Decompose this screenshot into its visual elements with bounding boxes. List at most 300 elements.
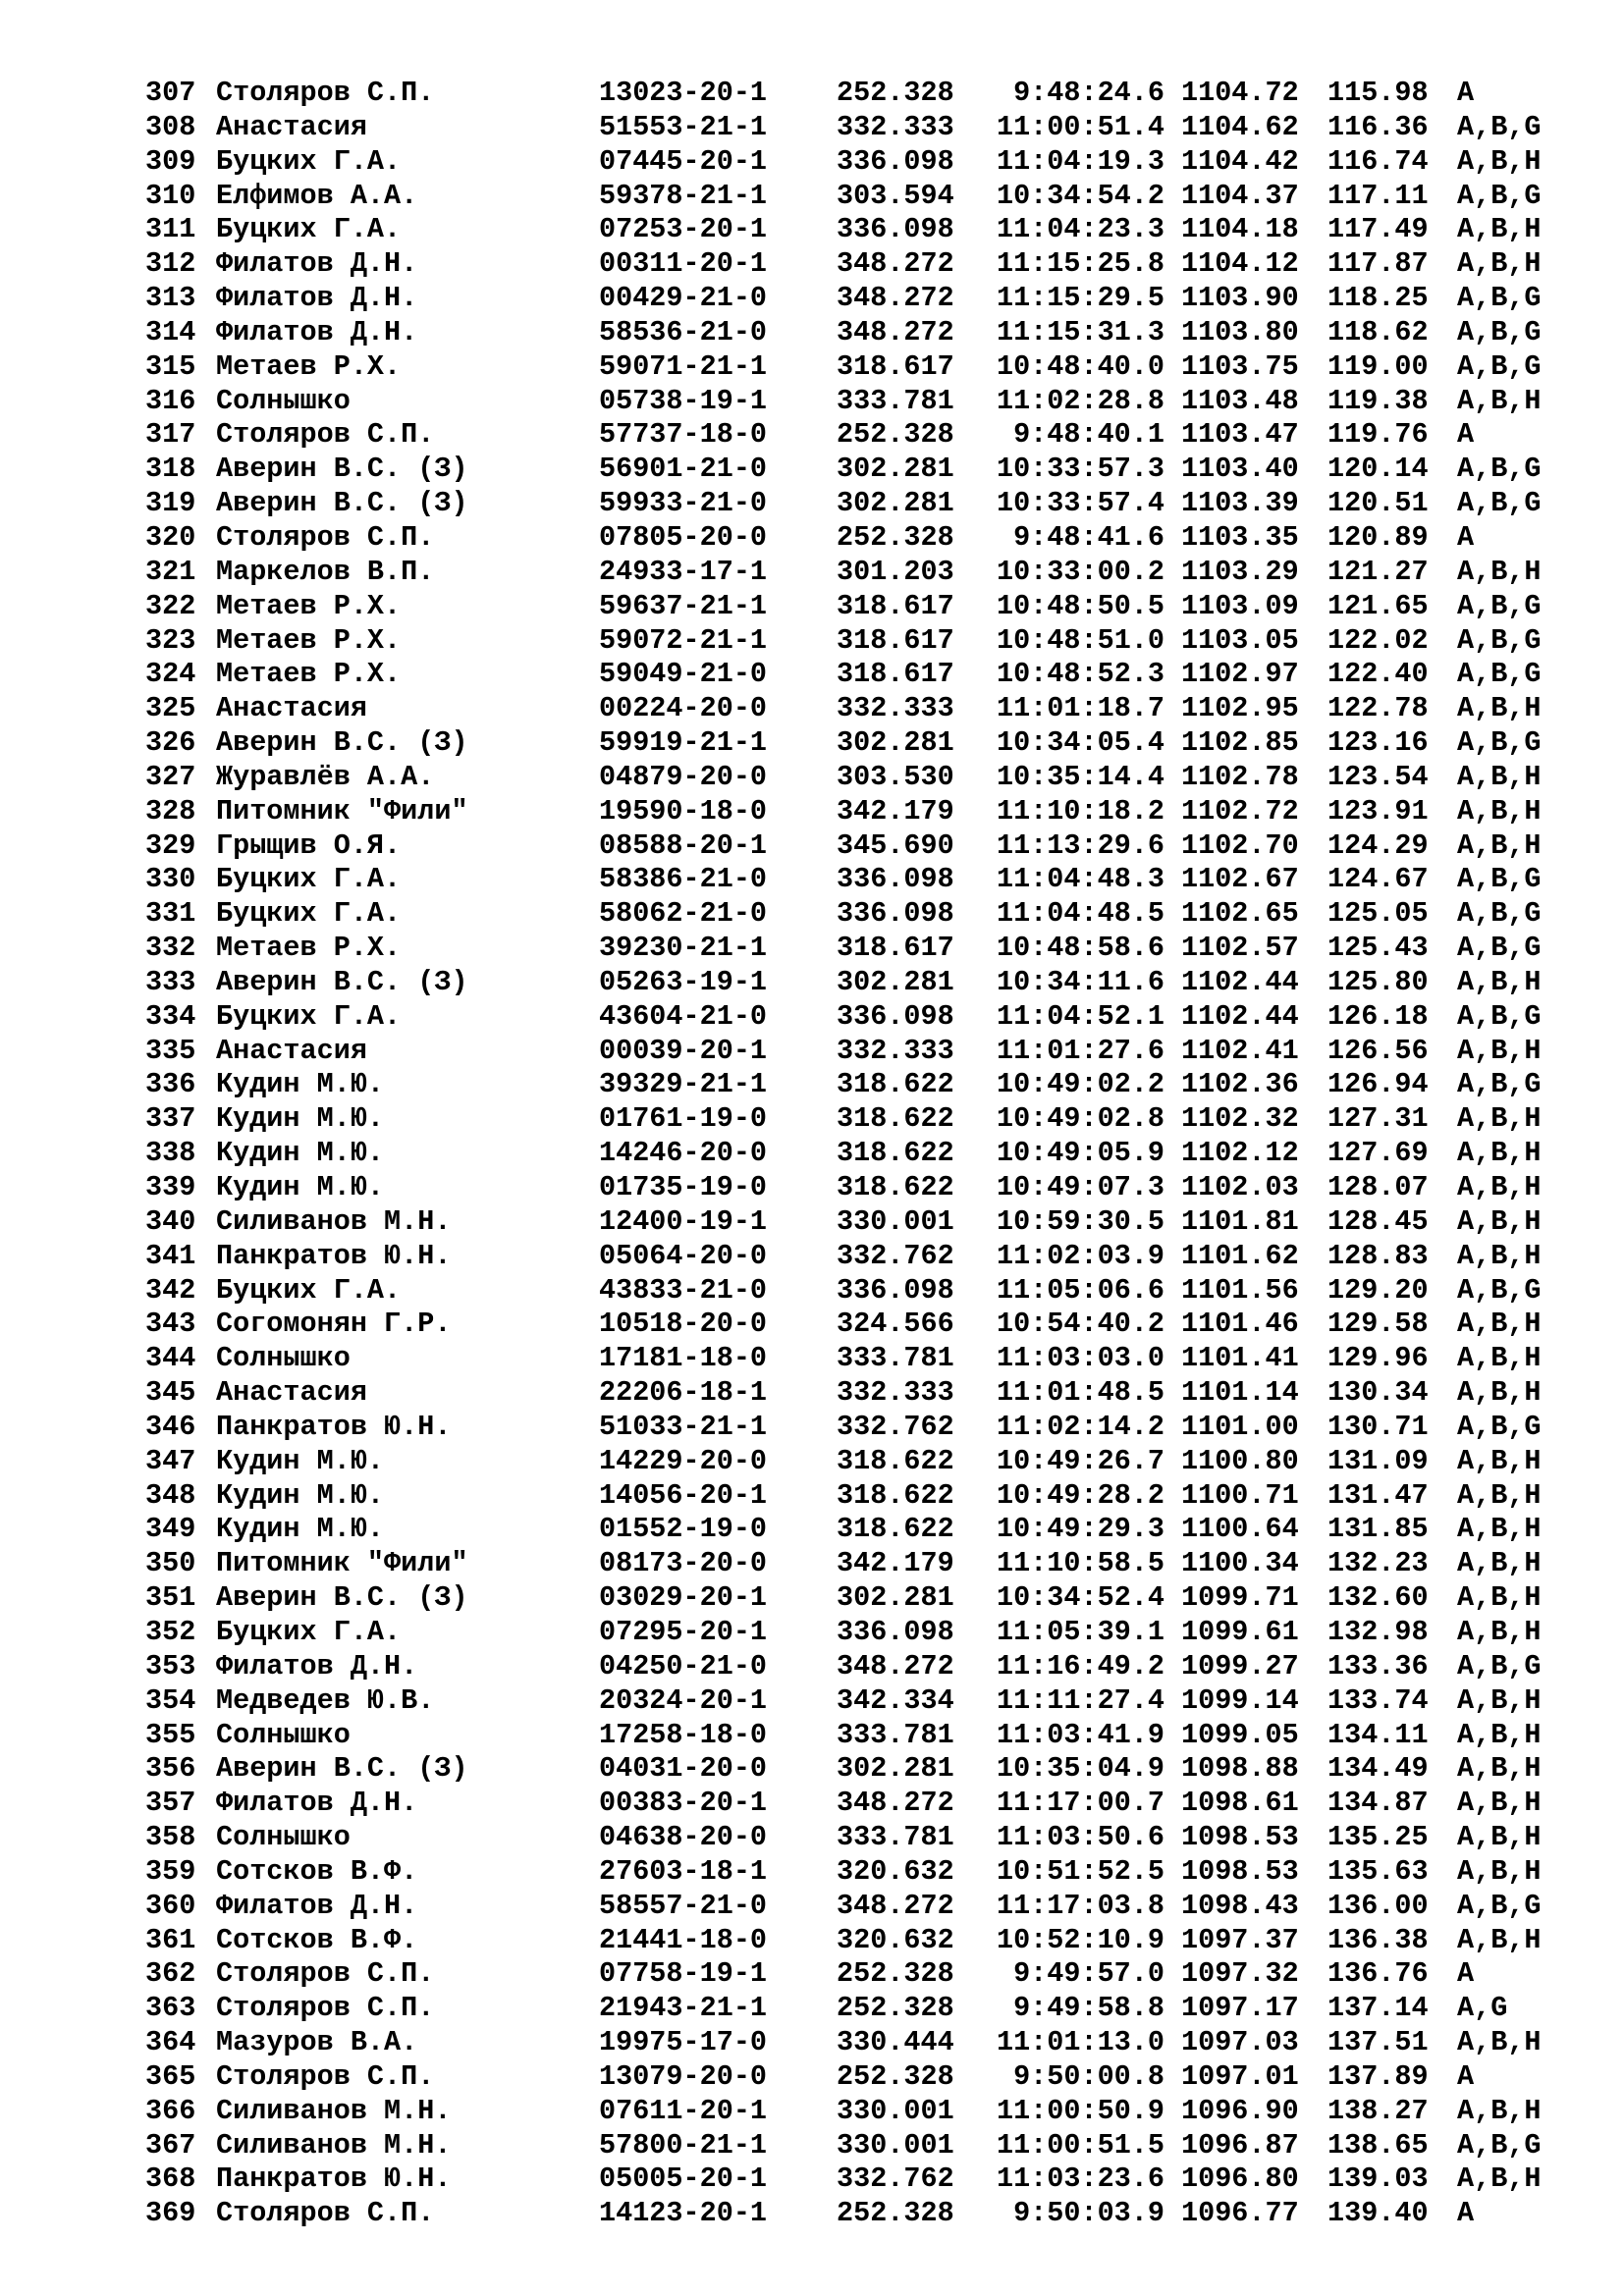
distance: 330.001 xyxy=(837,2094,954,2127)
speed: 1101.14 xyxy=(1181,1376,1299,1410)
table-row xyxy=(0,2060,1624,2095)
place-number: 366 xyxy=(145,2094,196,2127)
categories: A,B,G xyxy=(1457,863,1542,896)
arrival-time: 11:03:41.9 xyxy=(996,1718,1164,1751)
speed: 1103.48 xyxy=(1181,384,1299,417)
coefficient: 118.25 xyxy=(1327,282,1429,315)
fancier-name: Журавлёв А.А. xyxy=(216,760,435,793)
categories: A,B,H xyxy=(1457,1581,1542,1615)
fancier-name: Буцких Г.А. xyxy=(216,1615,402,1648)
speed: 1098.88 xyxy=(1181,1752,1299,1786)
table-row xyxy=(0,1274,1624,1308)
table-row xyxy=(0,247,1624,282)
arrival-time: 11:04:52.1 xyxy=(996,999,1164,1033)
table-row xyxy=(0,77,1624,111)
ring-number: 12400-19-1 xyxy=(599,1204,768,1238)
place-number: 365 xyxy=(145,2059,196,2093)
categories: A,B,G xyxy=(1457,453,1542,486)
arrival-time: 10:34:54.2 xyxy=(996,179,1164,212)
categories: A xyxy=(1457,2197,1475,2230)
fancier-name: Медведев Ю.В. xyxy=(216,1683,435,1717)
distance: 318.622 xyxy=(837,1171,954,1203)
categories: A,B,H xyxy=(1457,144,1542,178)
place-number: 321 xyxy=(145,555,196,588)
arrival-time: 10:35:04.9 xyxy=(996,1752,1164,1786)
distance: 302.281 xyxy=(837,1581,954,1615)
fancier-name: Буцких Г.А. xyxy=(216,863,402,896)
fancier-name: Метаев Р.Х. xyxy=(216,349,402,383)
fancier-name: Аверин В.С. (З) xyxy=(216,453,468,486)
arrival-time: 9:49:58.8 xyxy=(1013,1992,1164,2025)
speed: 1103.39 xyxy=(1181,487,1299,520)
arrival-time: 10:33:57.3 xyxy=(996,453,1164,486)
ring-number: 01735-19-0 xyxy=(599,1171,768,1203)
arrival-time: 11:02:03.9 xyxy=(996,1239,1164,1272)
ring-number: 58386-21-0 xyxy=(599,863,768,896)
coefficient: 117.49 xyxy=(1327,213,1429,246)
speed: 1097.32 xyxy=(1181,1957,1299,1991)
speed: 1104.62 xyxy=(1181,110,1299,143)
distance: 333.781 xyxy=(837,1718,954,1751)
place-number: 312 xyxy=(145,247,196,281)
table-row xyxy=(0,1445,1624,1479)
speed: 1102.78 xyxy=(1181,760,1299,793)
categories: A,B,H xyxy=(1457,828,1542,862)
place-number: 352 xyxy=(145,1615,196,1648)
speed: 1096.90 xyxy=(1181,2094,1299,2127)
table-row xyxy=(0,829,1624,864)
place-number: 364 xyxy=(145,2026,196,2059)
coefficient: 129.58 xyxy=(1327,1308,1429,1341)
ring-number: 20324-20-1 xyxy=(599,1683,768,1717)
ring-number: 04031-20-0 xyxy=(599,1752,768,1786)
fancier-name: Панкратов Ю.Н. xyxy=(216,2163,452,2196)
distance: 320.632 xyxy=(837,1854,954,1888)
table-row xyxy=(0,1171,1624,1205)
speed: 1100.64 xyxy=(1181,1513,1299,1546)
fancier-name: Метаев Р.Х. xyxy=(216,658,402,691)
coefficient: 122.40 xyxy=(1327,658,1429,691)
categories: A,B,G xyxy=(1457,726,1542,760)
table-row xyxy=(0,2197,1624,2231)
arrival-time: 10:59:30.5 xyxy=(996,1204,1164,1238)
fancier-name: Кудин М.Ю. xyxy=(216,1478,385,1512)
place-number: 344 xyxy=(145,1342,196,1375)
table-row xyxy=(0,418,1624,453)
fancier-name: Буцких Г.А. xyxy=(216,1273,402,1307)
table-row xyxy=(0,1650,1624,1684)
categories: A,B,H xyxy=(1457,1683,1542,1717)
fancier-name: Мазуров В.А. xyxy=(216,2026,418,2059)
fancier-name: Столяров С.П. xyxy=(216,1992,435,2025)
table-row xyxy=(0,213,1624,247)
coefficient: 136.00 xyxy=(1327,1889,1429,1922)
speed: 1100.80 xyxy=(1181,1444,1299,1477)
arrival-time: 11:10:18.2 xyxy=(996,794,1164,828)
categories: A,B,G xyxy=(1457,623,1542,657)
fancier-name: Буцких Г.А. xyxy=(216,897,402,931)
ring-number: 59072-21-1 xyxy=(599,623,768,657)
fancier-name: Кудин М.Ю. xyxy=(216,1068,385,1101)
categories: A,B,G xyxy=(1457,1068,1542,1101)
coefficient: 129.96 xyxy=(1327,1342,1429,1375)
distance: 332.762 xyxy=(837,1410,954,1443)
place-number: 309 xyxy=(145,144,196,178)
fancier-name: Столяров С.П. xyxy=(216,77,435,109)
table-row xyxy=(0,897,1624,932)
fancier-name: Филатов Д.Н. xyxy=(216,1889,418,1922)
place-number: 323 xyxy=(145,623,196,657)
ring-number: 59071-21-1 xyxy=(599,349,768,383)
distance: 252.328 xyxy=(837,1957,954,1991)
distance: 318.622 xyxy=(837,1102,954,1136)
ring-number: 01761-19-0 xyxy=(599,1102,768,1136)
fancier-name: Солнышко xyxy=(216,1718,351,1751)
arrival-time: 11:04:19.3 xyxy=(996,144,1164,178)
fancier-name: Столяров С.П. xyxy=(216,418,435,452)
arrival-time: 9:50:00.8 xyxy=(1013,2059,1164,2093)
ring-number: 13079-20-0 xyxy=(599,2059,768,2093)
fancier-name: Филатов Д.Н. xyxy=(216,282,418,315)
speed: 1102.85 xyxy=(1181,726,1299,760)
speed: 1104.18 xyxy=(1181,213,1299,246)
fancier-name: Буцких Г.А. xyxy=(216,213,402,246)
arrival-time: 11:17:00.7 xyxy=(996,1787,1164,1820)
place-number: 334 xyxy=(145,999,196,1033)
categories: A,B,G xyxy=(1457,487,1542,520)
ring-number: 00224-20-0 xyxy=(599,692,768,725)
distance: 333.781 xyxy=(837,384,954,417)
table-row xyxy=(0,350,1624,385)
speed: 1103.47 xyxy=(1181,418,1299,452)
place-number: 356 xyxy=(145,1752,196,1786)
speed: 1101.81 xyxy=(1181,1204,1299,1238)
categories: A,B,G xyxy=(1457,315,1542,348)
categories: A,B,H xyxy=(1457,247,1542,281)
fancier-name: Сотсков В.Ф. xyxy=(216,1923,418,1956)
ring-number: 43833-21-0 xyxy=(599,1273,768,1307)
ring-number: 07805-20-0 xyxy=(599,520,768,554)
speed: 1096.87 xyxy=(1181,2128,1299,2162)
ring-number: 07758-19-1 xyxy=(599,1957,768,1991)
speed: 1103.90 xyxy=(1181,282,1299,315)
table-row xyxy=(0,863,1624,897)
distance: 252.328 xyxy=(837,1992,954,2025)
place-number: 314 xyxy=(145,315,196,348)
coefficient: 126.56 xyxy=(1327,1034,1429,1067)
fancier-name: Анастасия xyxy=(216,1376,367,1410)
coefficient: 117.11 xyxy=(1327,179,1429,212)
distance: 342.179 xyxy=(837,794,954,828)
place-number: 307 xyxy=(145,77,196,109)
arrival-time: 11:03:23.6 xyxy=(996,2163,1164,2196)
coefficient: 132.60 xyxy=(1327,1581,1429,1615)
coefficient: 115.98 xyxy=(1327,77,1429,109)
coefficient: 127.69 xyxy=(1327,1137,1429,1170)
categories: A,B,G xyxy=(1457,1889,1542,1922)
categories: A,B,H xyxy=(1457,1171,1542,1203)
distance: 330.001 xyxy=(837,1204,954,1238)
table-row xyxy=(0,1719,1624,1753)
place-number: 324 xyxy=(145,658,196,691)
speed: 1103.75 xyxy=(1181,349,1299,383)
coefficient: 123.91 xyxy=(1327,794,1429,828)
coefficient: 121.27 xyxy=(1327,555,1429,588)
place-number: 315 xyxy=(145,349,196,383)
categories: A,B,H xyxy=(1457,1923,1542,1956)
coefficient: 131.85 xyxy=(1327,1513,1429,1546)
categories: A,B,H xyxy=(1457,213,1542,246)
ring-number: 05005-20-1 xyxy=(599,2163,768,2196)
place-number: 333 xyxy=(145,965,196,998)
distance: 252.328 xyxy=(837,2059,954,2093)
table-row xyxy=(0,2163,1624,2197)
categories: A,B,G xyxy=(1457,589,1542,622)
arrival-time: 11:04:48.5 xyxy=(996,897,1164,931)
ring-number: 21441-18-0 xyxy=(599,1923,768,1956)
table-row xyxy=(0,521,1624,556)
arrival-time: 10:49:29.3 xyxy=(996,1513,1164,1546)
ring-number: 51553-21-1 xyxy=(599,110,768,143)
ring-number: 17258-18-0 xyxy=(599,1718,768,1751)
categories: A,B,G xyxy=(1457,179,1542,212)
place-number: 326 xyxy=(145,726,196,760)
table-row xyxy=(0,1992,1624,2026)
arrival-time: 11:03:50.6 xyxy=(996,1821,1164,1854)
speed: 1101.46 xyxy=(1181,1308,1299,1341)
speed: 1102.95 xyxy=(1181,692,1299,725)
distance: 320.632 xyxy=(837,1923,954,1956)
categories: A,B,H xyxy=(1457,1615,1542,1648)
distance: 333.781 xyxy=(837,1821,954,1854)
fancier-name: Столяров С.П. xyxy=(216,2197,435,2230)
table-row xyxy=(0,180,1624,214)
place-number: 343 xyxy=(145,1308,196,1341)
coefficient: 134.49 xyxy=(1327,1752,1429,1786)
arrival-time: 9:48:40.1 xyxy=(1013,418,1164,452)
categories: A,B,G xyxy=(1457,110,1542,143)
ring-number: 59049-21-0 xyxy=(599,658,768,691)
speed: 1098.53 xyxy=(1181,1821,1299,1854)
distance: 336.098 xyxy=(837,897,954,931)
fancier-name: Панкратов Ю.Н. xyxy=(216,1410,452,1443)
fancier-name: Силиванов М.Н. xyxy=(216,1204,452,1238)
distance: 336.098 xyxy=(837,999,954,1033)
fancier-name: Метаев Р.Х. xyxy=(216,623,402,657)
ring-number: 14123-20-1 xyxy=(599,2197,768,2230)
arrival-time: 11:17:03.8 xyxy=(996,1889,1164,1922)
ring-number: 01552-19-0 xyxy=(599,1513,768,1546)
fancier-name: Аверин В.С. (З) xyxy=(216,487,468,520)
arrival-time: 10:48:52.3 xyxy=(996,658,1164,691)
results-table xyxy=(0,77,1624,2231)
ring-number: 19590-18-0 xyxy=(599,794,768,828)
speed: 1101.62 xyxy=(1181,1239,1299,1272)
ring-number: 56901-21-0 xyxy=(599,453,768,486)
table-row xyxy=(0,1411,1624,1445)
speed: 1102.41 xyxy=(1181,1034,1299,1067)
distance: 303.594 xyxy=(837,179,954,212)
ring-number: 07295-20-1 xyxy=(599,1615,768,1648)
arrival-time: 11:05:06.6 xyxy=(996,1273,1164,1307)
arrival-time: 10:49:02.2 xyxy=(996,1068,1164,1101)
distance: 302.281 xyxy=(837,453,954,486)
table-row xyxy=(0,282,1624,316)
ring-number: 07611-20-1 xyxy=(599,2094,768,2127)
distance: 318.622 xyxy=(837,1513,954,1546)
fancier-name: Аверин В.С. (З) xyxy=(216,1752,468,1786)
speed: 1104.12 xyxy=(1181,247,1299,281)
fancier-name: Филатов Д.Н. xyxy=(216,315,418,348)
distance: 336.098 xyxy=(837,863,954,896)
speed: 1097.17 xyxy=(1181,1992,1299,2025)
distance: 332.333 xyxy=(837,692,954,725)
coefficient: 128.45 xyxy=(1327,1204,1429,1238)
place-number: 367 xyxy=(145,2128,196,2162)
categories: A,B,G xyxy=(1457,2128,1542,2162)
place-number: 327 xyxy=(145,760,196,793)
fancier-name: Солнышко xyxy=(216,1821,351,1854)
ring-number: 13023-20-1 xyxy=(599,77,768,109)
arrival-time: 10:51:52.5 xyxy=(996,1854,1164,1888)
place-number: 354 xyxy=(145,1683,196,1717)
speed: 1099.14 xyxy=(1181,1683,1299,1717)
table-row xyxy=(0,111,1624,145)
speed: 1097.01 xyxy=(1181,2059,1299,2093)
place-number: 363 xyxy=(145,1992,196,2025)
ring-number: 59919-21-1 xyxy=(599,726,768,760)
distance: 348.272 xyxy=(837,282,954,315)
ring-number: 19975-17-0 xyxy=(599,2026,768,2059)
arrival-time: 11:04:48.3 xyxy=(996,863,1164,896)
categories: A xyxy=(1457,77,1475,109)
table-row xyxy=(0,1957,1624,1992)
coefficient: 134.11 xyxy=(1327,1718,1429,1751)
categories: A,B,H xyxy=(1457,1854,1542,1888)
categories: A,B,H xyxy=(1457,1137,1542,1170)
coefficient: 119.38 xyxy=(1327,384,1429,417)
categories: A,B,G xyxy=(1457,1410,1542,1443)
coefficient: 131.09 xyxy=(1327,1444,1429,1477)
categories: A,B,H xyxy=(1457,794,1542,828)
place-number: 348 xyxy=(145,1478,196,1512)
coefficient: 122.02 xyxy=(1327,623,1429,657)
distance: 252.328 xyxy=(837,418,954,452)
fancier-name: Метаев Р.Х. xyxy=(216,589,402,622)
table-row xyxy=(0,2129,1624,2163)
arrival-time: 11:05:39.1 xyxy=(996,1615,1164,1648)
distance: 301.203 xyxy=(837,555,954,588)
table-row xyxy=(0,1479,1624,1514)
place-number: 341 xyxy=(145,1239,196,1272)
coefficient: 127.31 xyxy=(1327,1102,1429,1136)
place-number: 337 xyxy=(145,1102,196,1136)
table-row xyxy=(0,932,1624,966)
distance: 332.333 xyxy=(837,110,954,143)
ring-number: 43604-21-0 xyxy=(599,999,768,1033)
fancier-name: Кудин М.Ю. xyxy=(216,1171,385,1203)
arrival-time: 11:00:51.4 xyxy=(996,110,1164,143)
distance: 342.179 xyxy=(837,1547,954,1580)
distance: 330.001 xyxy=(837,2128,954,2162)
coefficient: 135.63 xyxy=(1327,1854,1429,1888)
fancier-name: Аверин В.С. (З) xyxy=(216,965,468,998)
arrival-time: 10:49:28.2 xyxy=(996,1478,1164,1512)
place-number: 308 xyxy=(145,110,196,143)
distance: 303.530 xyxy=(837,760,954,793)
ring-number: 05064-20-0 xyxy=(599,1239,768,1272)
distance: 336.098 xyxy=(837,213,954,246)
fancier-name: Силиванов М.Н. xyxy=(216,2094,452,2127)
fancier-name: Питомник "Фили" xyxy=(216,794,468,828)
table-row xyxy=(0,1102,1624,1137)
distance: 336.098 xyxy=(837,1615,954,1648)
arrival-time: 11:00:50.9 xyxy=(996,2094,1164,2127)
arrival-time: 9:49:57.0 xyxy=(1013,1957,1164,1991)
ring-number: 57737-18-0 xyxy=(599,418,768,452)
ring-number: 58536-21-0 xyxy=(599,315,768,348)
table-row xyxy=(0,1616,1624,1650)
arrival-time: 10:49:05.9 xyxy=(996,1137,1164,1170)
categories: A,B,H xyxy=(1457,1204,1542,1238)
table-row xyxy=(0,1068,1624,1102)
table-row xyxy=(0,1000,1624,1035)
place-number: 332 xyxy=(145,932,196,965)
ring-number: 04879-20-0 xyxy=(599,760,768,793)
categories: A,B,H xyxy=(1457,1547,1542,1580)
speed: 1103.40 xyxy=(1181,453,1299,486)
ring-number: 05738-19-1 xyxy=(599,384,768,417)
speed: 1097.37 xyxy=(1181,1923,1299,1956)
ring-number: 21943-21-1 xyxy=(599,1992,768,2025)
speed: 1101.41 xyxy=(1181,1342,1299,1375)
coefficient: 122.78 xyxy=(1327,692,1429,725)
speed: 1103.29 xyxy=(1181,555,1299,588)
distance: 348.272 xyxy=(837,247,954,281)
distance: 252.328 xyxy=(837,77,954,109)
place-number: 329 xyxy=(145,828,196,862)
place-number: 328 xyxy=(145,794,196,828)
categories: A,B,H xyxy=(1457,384,1542,417)
categories: A xyxy=(1457,520,1475,554)
place-number: 368 xyxy=(145,2163,196,2196)
arrival-time: 11:01:48.5 xyxy=(996,1376,1164,1410)
ring-number: 03029-20-1 xyxy=(599,1581,768,1615)
ring-number: 59378-21-1 xyxy=(599,179,768,212)
fancier-name: Столяров С.П. xyxy=(216,2059,435,2093)
arrival-time: 10:33:57.4 xyxy=(996,487,1164,520)
distance: 318.617 xyxy=(837,589,954,622)
arrival-time: 11:16:49.2 xyxy=(996,1649,1164,1682)
coefficient: 132.98 xyxy=(1327,1615,1429,1648)
distance: 302.281 xyxy=(837,965,954,998)
table-row xyxy=(0,2095,1624,2129)
distance: 318.622 xyxy=(837,1478,954,1512)
coefficient: 132.23 xyxy=(1327,1547,1429,1580)
table-row xyxy=(0,316,1624,350)
categories: A xyxy=(1457,418,1475,452)
coefficient: 124.29 xyxy=(1327,828,1429,862)
arrival-time: 10:48:40.0 xyxy=(996,349,1164,383)
ring-number: 59933-21-0 xyxy=(599,487,768,520)
ring-number: 14246-20-0 xyxy=(599,1137,768,1170)
place-number: 330 xyxy=(145,863,196,896)
ring-number: 39329-21-1 xyxy=(599,1068,768,1101)
place-number: 358 xyxy=(145,1821,196,1854)
speed: 1104.42 xyxy=(1181,144,1299,178)
speed: 1102.44 xyxy=(1181,999,1299,1033)
distance: 336.098 xyxy=(837,1273,954,1307)
